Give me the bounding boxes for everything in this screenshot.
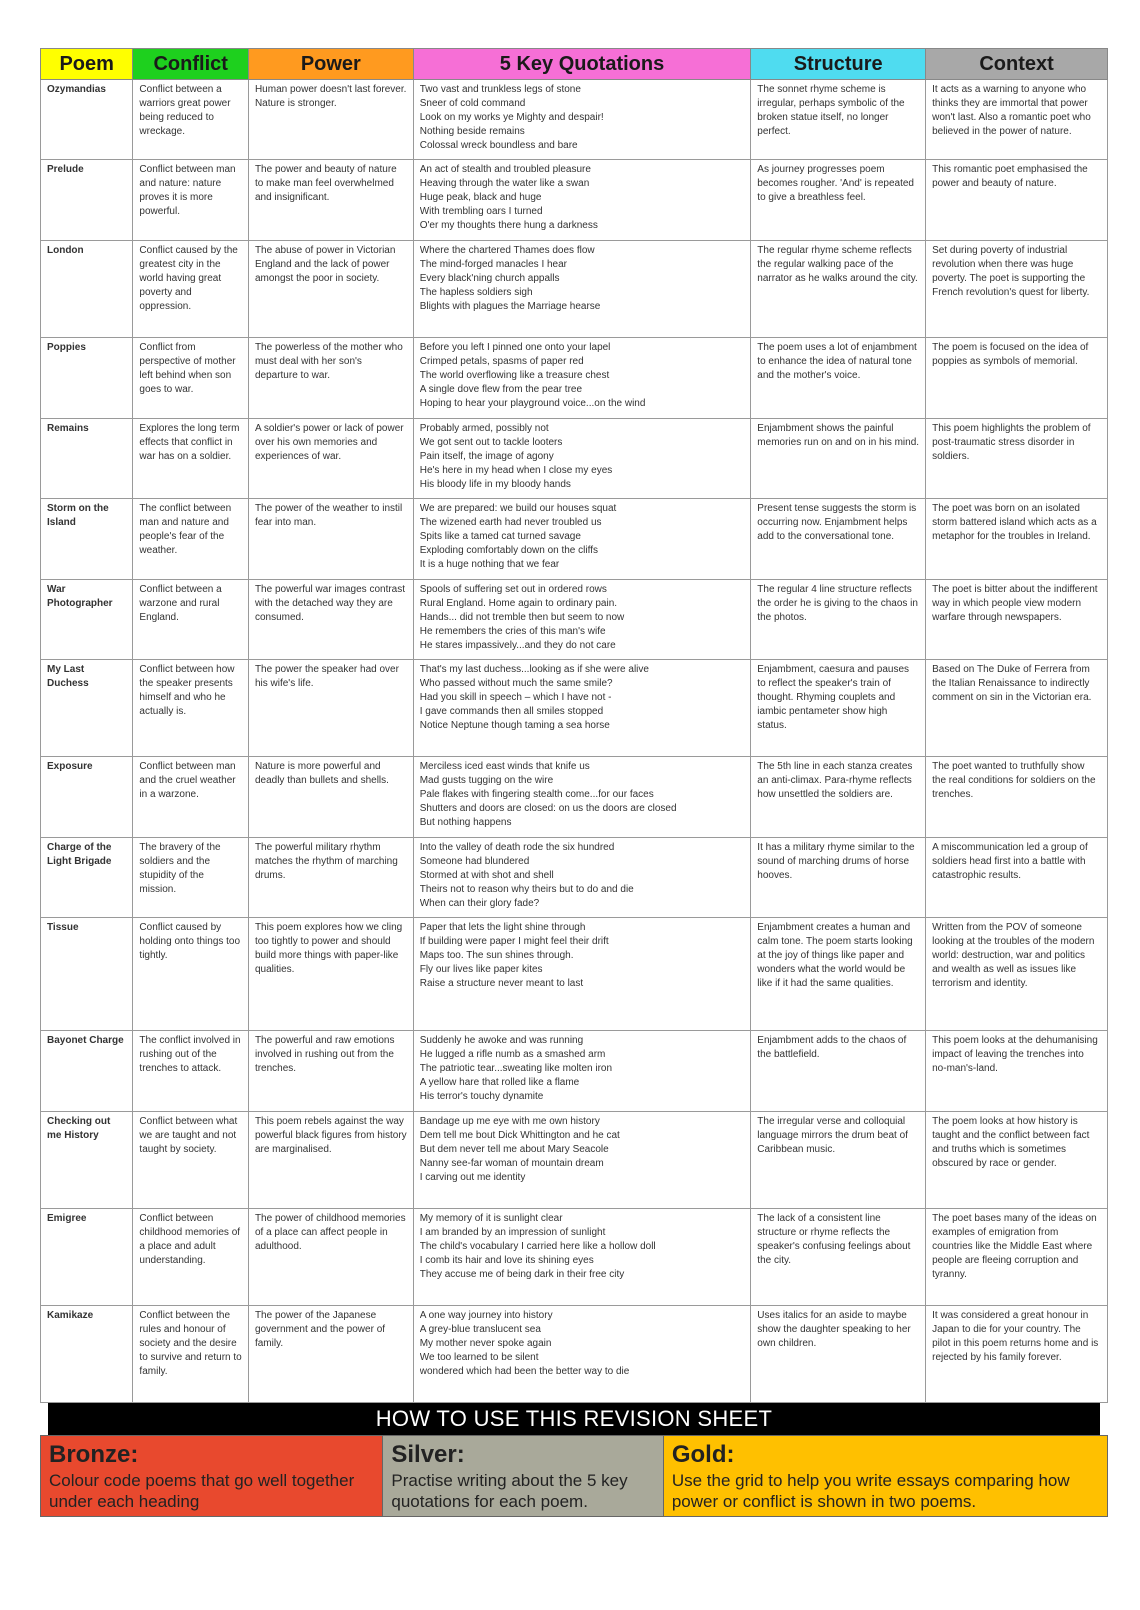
context-cell: The poet is bitter about the indifferent way in which people view modern warfare through newspapers.: [926, 580, 1108, 660]
levels-row: [40, 1435, 1108, 1517]
conflict-cell: Conflict between a warzone and rural England.: [133, 580, 249, 660]
power-cell: The powerful war images contrast with the detached way they are consumed.: [248, 580, 413, 660]
table-row: [41, 1112, 1108, 1209]
context-cell: This poem highlights the problem of post-traumatic stress disorder in soldiers.: [926, 419, 1108, 499]
power-cell: The powerful and raw emotions involved in rushing out from the trenches.: [248, 1031, 413, 1112]
context-cell: The poet bases many of the ideas on examples of emigration from countries like the Middle East where people are fleeing corruption and tyranny.: [926, 1209, 1108, 1306]
conflict-cell: Conflict between childhood memories of a place and adult understanding.: [133, 1209, 249, 1306]
conflict-cell: Conflict from perspective of mother left behind when son goes to war.: [133, 338, 249, 419]
quotation: It is a huge nothing that we fear: [419, 559, 560, 570]
poem-cell: Emigree: [41, 1209, 133, 1306]
conflict-cell: The bravery of the soldiers and the stupidity of the mission.: [133, 838, 249, 918]
quotation: Look on my works ye Mighty and despair!: [419, 112, 604, 123]
context-cell: A miscommunication led a group of soldiers head first into a battle with catastrophic results.: [926, 838, 1108, 918]
conflict-cell: The conflict between man and nature and people's fear of the weather.: [133, 499, 249, 580]
quotation: But dem never tell me about Mary Seacole: [419, 1144, 609, 1155]
power-cell: A soldier's power or lack of power over his own memories and experiences of war.: [248, 419, 413, 499]
table-row: [41, 241, 1108, 338]
quotation: Dem tell me bout Dick Whittington and he cat: [419, 1130, 620, 1141]
quotations-cell: [413, 660, 751, 757]
quotation: Crimped petals, spasms of paper red: [419, 356, 584, 367]
quotation: His terror's touchy dynamite: [419, 1091, 544, 1102]
header-context: Context: [926, 49, 1108, 80]
how-to-use-section: [40, 1403, 1108, 1517]
conflict-cell: Conflict caused by holding onto things too tightly.: [133, 918, 249, 1031]
poem-cell: Checking out me History: [41, 1112, 133, 1209]
conflict-cell: Conflict between man and nature: nature proves it is more powerful.: [133, 160, 249, 241]
quotation: Bandage up me eye with me own history: [419, 1116, 600, 1127]
quotation: O'er my thoughts there hung a darkness: [419, 220, 598, 231]
quotation: We too learned to be silent: [419, 1352, 539, 1363]
quotation: That's my last duchess...looking as if she were alive: [419, 664, 649, 675]
power-cell: The powerless of the mother who must deal with her son's departure to war.: [248, 338, 413, 419]
header-poem: Poem: [41, 49, 133, 80]
structure-cell: Enjambment creates a human and calm tone. The poem starts looking at the joy of things like paper and wonders what the world would be like if it had the same qualities.: [751, 918, 926, 1031]
power-cell: Human power doesn't last forever. Nature is stronger.: [248, 80, 413, 160]
quotation: A one way journey into history: [419, 1310, 553, 1321]
quotation: Spits like a tamed cat turned savage: [419, 531, 581, 542]
poem-cell: Exposure: [41, 757, 133, 838]
quotations-cell: [413, 160, 751, 241]
quotation: I am branded by an impression of sunlight: [419, 1227, 606, 1238]
conflict-cell: Conflict caused by the greatest city in the world having great poverty and oppression.: [133, 241, 249, 338]
table-row: [41, 660, 1108, 757]
structure-cell: The irregular verse and colloquial language mirrors the drum beat of Caribbean music.: [751, 1112, 926, 1209]
quotation: Exploding comfortably down on the cliffs: [419, 545, 598, 556]
structure-cell: The regular 4 line structure reflects the order he is giving to the chaos in the photos.: [751, 580, 926, 660]
poem-cell: Tissue: [41, 918, 133, 1031]
table-row: [41, 580, 1108, 660]
level-gold: [664, 1436, 1107, 1516]
header-row: [41, 49, 1108, 80]
structure-cell: The lack of a consistent line structure or rhyme reflects the speaker's confusing feelings about the city.: [751, 1209, 926, 1306]
poem-cell: Prelude: [41, 160, 133, 241]
quotation: Spools of suffering set out in ordered rows: [419, 584, 607, 595]
poem-cell: War Photographer: [41, 580, 133, 660]
structure-cell: Uses italics for an aside to maybe show the daughter speaking to her own children.: [751, 1306, 926, 1403]
context-cell: The poet was born on an isolated storm battered island which acts as a metaphor for the troubles in Ireland.: [926, 499, 1108, 580]
structure-cell: The poem uses a lot of enjambment to enhance the idea of natural tone and the mother's voice.: [751, 338, 926, 419]
how-to-use-title: HOW TO USE THIS REVISION SHEET: [48, 1403, 1100, 1435]
quotation: We got sent out to tackle looters: [419, 437, 563, 448]
context-cell: It acts as a warning to anyone who thinks they are immortal that power won't last. Also a romantic poet who believed in the power of nature.: [926, 80, 1108, 160]
quotations-cell: [413, 838, 751, 918]
quotation: Raise a structure never meant to last: [419, 978, 584, 989]
structure-cell: Enjambment, caesura and pauses to reflect the speaker's train of thought. Rhyming couplets and iambic pentameter show high status.: [751, 660, 926, 757]
structure-cell: As journey progresses poem becomes rougher. 'And' is repeated to give a breathless feel.: [751, 160, 926, 241]
quotation: Stormed at with shot and shell: [419, 870, 554, 881]
quotation: Someone had blundered: [419, 856, 530, 867]
quotation: Nanny see-far woman of mountain dream: [419, 1158, 604, 1169]
table-row: [41, 1306, 1108, 1403]
power-cell: The power of the Japanese government and the power of family.: [248, 1306, 413, 1403]
conflict-cell: Conflict between man and the cruel weather in a warzone.: [133, 757, 249, 838]
poem-cell: Bayonet Charge: [41, 1031, 133, 1112]
power-cell: The abuse of power in Victorian England and the lack of power amongst the poor in society.: [248, 241, 413, 338]
quotation: Who passed without much the same smile?: [419, 678, 613, 689]
quotation: The mind-forged manacles I hear: [419, 259, 568, 270]
table-row: [41, 1031, 1108, 1112]
header-structure: Structure: [751, 49, 926, 80]
quotations-cell: [413, 1112, 751, 1209]
quotation: Fly our lives like paper kites: [419, 964, 543, 975]
quotation: With trembling oars I turned: [419, 206, 543, 217]
context-cell: The poem is focused on the idea of poppies as symbols of memorial.: [926, 338, 1108, 419]
quotation: Pain itself, the image of agony: [419, 451, 554, 462]
quotation: His bloody life in my bloody hands: [419, 479, 571, 490]
context-cell: The poet wanted to truthfully show the real conditions for soldiers on the trenches.: [926, 757, 1108, 838]
quotation: Suddenly he awoke and was running: [419, 1035, 584, 1046]
quotation: When can their glory fade?: [419, 898, 540, 909]
quotation: A grey-blue translucent sea: [419, 1324, 541, 1335]
poem-cell: London: [41, 241, 133, 338]
quotation: He stares impassively...and they do not care: [419, 640, 616, 651]
context-cell: This romantic poet emphasised the power and beauty of nature.: [926, 160, 1108, 241]
quotation: Colossal wreck boundless and bare: [419, 140, 578, 151]
quotations-cell: [413, 338, 751, 419]
power-cell: This poem explores how we cling too tightly to power and should build more things with paper-like qualities.: [248, 918, 413, 1031]
header-conflict: Conflict: [133, 49, 249, 80]
structure-cell: It has a military rhyme similar to the sound of marching drums of horse hooves.: [751, 838, 926, 918]
power-cell: The power of the weather to instil fear into man.: [248, 499, 413, 580]
table-row: [41, 1209, 1108, 1306]
poem-cell: My Last Duchess: [41, 660, 133, 757]
table-row: [41, 918, 1108, 1031]
table-row: [41, 757, 1108, 838]
table-row: [41, 160, 1108, 241]
quotation: Before you left I pinned one onto your lapel: [419, 342, 611, 353]
structure-cell: Present tense suggests the storm is occurring now. Enjambment helps add to the conversational tone.: [751, 499, 926, 580]
quotation: Pale flakes with fingering stealth come...for our faces: [419, 789, 654, 800]
quotation: Probably armed, possibly not: [419, 423, 549, 434]
quotation: The wizened earth had never troubled us: [419, 517, 602, 528]
quotations-cell: [413, 1306, 751, 1403]
quotation: Paper that lets the light shine through: [419, 922, 586, 933]
quotation: Every black'ning church appalls: [419, 273, 560, 284]
quotation: I carving out me identity: [419, 1172, 526, 1183]
quotation: Into the valley of death rode the six hundred: [419, 842, 615, 853]
context-cell: The poem looks at how history is taught and the conflict between fact and truths which is sometimes obscured by race or gender.: [926, 1112, 1108, 1209]
quotation: The patriotic tear...sweating like molten iron: [419, 1063, 613, 1074]
power-cell: This poem rebels against the way powerful black figures from history are marginalised.: [248, 1112, 413, 1209]
quotation: An act of stealth and troubled pleasure: [419, 164, 591, 175]
power-cell: The power and beauty of nature to make man feel overwhelmed and insignificant.: [248, 160, 413, 241]
quotation: If building were paper I might feel their drift: [419, 936, 609, 947]
conflict-cell: Explores the long term effects that conflict in war has on a soldier.: [133, 419, 249, 499]
poem-cell: Ozymandias: [41, 80, 133, 160]
quotation: I comb its hair and love its shining eyes: [419, 1255, 594, 1266]
conflict-cell: Conflict between a warriors great power being reduced to wreckage.: [133, 80, 249, 160]
conflict-cell: Conflict between how the speaker presents himself and who he actually is.: [133, 660, 249, 757]
quotation: Rural England. Home again to ordinary pain.: [419, 598, 618, 609]
quotation: He remembers the cries of this man's wife: [419, 626, 606, 637]
context-cell: Written from the POV of someone looking at the troubles of the modern world: destruction, war and politics and wealth as well as issues like terrorism and identity.: [926, 918, 1108, 1031]
quotation: Hoping to hear your playground voice...on the wind: [419, 398, 646, 409]
poem-cell: Storm on the Island: [41, 499, 133, 580]
quotations-cell: [413, 499, 751, 580]
quotation: The child's vocabulary I carried here like a hollow doll: [419, 1241, 656, 1252]
quotations-cell: [413, 580, 751, 660]
quotation: A single dove flew from the pear tree: [419, 384, 583, 395]
quotations-cell: [413, 419, 751, 499]
quotation: Where the chartered Thames does flow: [419, 245, 595, 256]
quotations-cell: [413, 757, 751, 838]
level-bronze: [41, 1436, 383, 1516]
structure-cell: Enjambment adds to the chaos of the battlefield.: [751, 1031, 926, 1112]
quotation: The world overflowing like a treasure chest: [419, 370, 610, 381]
quotation: He lugged a rifle numb as a smashed arm: [419, 1049, 606, 1060]
context-cell: Set during poverty of industrial revolution when there was huge poverty. The poet is supporting the French revolution's quest for liberty.: [926, 241, 1108, 338]
level-name: Bronze:: [49, 1441, 139, 1468]
level-text: Use the grid to help you write essays comparing how power or conflict is shown in two poems.: [671, 1471, 1070, 1511]
quotation: Blights with plagues the Marriage hearse: [419, 301, 601, 312]
level-name: Gold:: [671, 1441, 735, 1468]
power-cell: The power of childhood memories of a place can affect people in adulthood.: [248, 1209, 413, 1306]
quotations-cell: [413, 918, 751, 1031]
quotations-cell: [413, 1209, 751, 1306]
poem-cell: Remains: [41, 419, 133, 499]
power-cell: The powerful military rhythm matches the rhythm of marching drums.: [248, 838, 413, 918]
quotation: Theirs not to reason why theirs but to do and die: [419, 884, 634, 895]
conflict-cell: The conflict involved in rushing out of the trenches to attack.: [133, 1031, 249, 1112]
quotation: Merciless iced east winds that knife us: [419, 761, 590, 772]
level-silver: [383, 1436, 663, 1516]
quotation: Heaving through the water like a swan: [419, 178, 590, 189]
quotation: My mother never spoke again: [419, 1338, 552, 1349]
quotation: A yellow hare that rolled like a flame: [419, 1077, 580, 1088]
quotation: Sneer of cold command: [419, 98, 526, 109]
context-cell: Based on The Duke of Ferrera from the Italian Renaissance to indirectly comment on sin in the Victorian era.: [926, 660, 1108, 757]
quotation: He's here in my head when I close my eyes: [419, 465, 613, 476]
quotation: I gave commands then all smiles stopped: [419, 706, 604, 717]
quotation: Shutters and doors are closed: on us the doors are closed: [419, 803, 677, 814]
structure-cell: The 5th line in each stanza creates an anti-climax. Para-rhyme reflects how unsettled the soldiers are.: [751, 757, 926, 838]
context-cell: This poem looks at the dehumanising impact of leaving the trenches into no-man's-land.: [926, 1031, 1108, 1112]
header-power: Power: [248, 49, 413, 80]
quotation: They accuse me of being dark in their free city: [419, 1269, 625, 1280]
quotation: Hands... did not tremble then but seem to now: [419, 612, 625, 623]
quotation: My memory of it is sunlight clear: [419, 1213, 563, 1224]
quotation: Two vast and trunkless legs of stone: [419, 84, 581, 95]
power-cell: The power the speaker had over his wife's life.: [248, 660, 413, 757]
conflict-cell: Conflict between the rules and honour of society and the desire to survive and return to family.: [133, 1306, 249, 1403]
quotations-cell: [413, 241, 751, 338]
quotations-cell: [413, 80, 751, 160]
quotation: But nothing happens: [419, 817, 512, 828]
level-name: Silver:: [391, 1441, 465, 1468]
poetry-grid: [40, 48, 1108, 1403]
quotation: Maps too. The sun shines through.: [419, 950, 574, 961]
header-key-quotations: 5 Key Quotations: [413, 49, 751, 80]
structure-cell: Enjambment shows the painful memories run on and on in his mind.: [751, 419, 926, 499]
poem-cell: Kamikaze: [41, 1306, 133, 1403]
grid-body: [41, 80, 1108, 1403]
revision-sheet: [40, 48, 1108, 1517]
quotation: Nothing beside remains: [419, 126, 525, 137]
poem-cell: Charge of the Light Brigade: [41, 838, 133, 918]
quotations-cell: [413, 1031, 751, 1112]
quotation: Huge peak, black and huge: [419, 192, 542, 203]
quotation: wondered which had been the better way to die: [419, 1366, 630, 1377]
context-cell: It was considered a great honour in Japan to die for your country. The pilot in this poem returns home and is rejected by his family forever.: [926, 1306, 1108, 1403]
table-row: [41, 499, 1108, 580]
structure-cell: The sonnet rhyme scheme is irregular, perhaps symbolic of the broken statue itself, no longer perfect.: [751, 80, 926, 160]
table-row: [41, 80, 1108, 160]
quotation: Mad gusts tugging on the wire: [419, 775, 554, 786]
power-cell: Nature is more powerful and deadly than bullets and shells.: [248, 757, 413, 838]
table-row: [41, 338, 1108, 419]
quotation: Had you skill in speech – which I have not -: [419, 692, 612, 703]
level-text: Practise writing about the 5 key quotations for each poem.: [391, 1471, 628, 1511]
table-row: [41, 838, 1108, 918]
conflict-cell: Conflict between what we are taught and not taught by society.: [133, 1112, 249, 1209]
poem-cell: Poppies: [41, 338, 133, 419]
table-row: [41, 419, 1108, 499]
quotation: The hapless soldiers sigh: [419, 287, 533, 298]
structure-cell: The regular rhyme scheme reflects the regular walking pace of the narrator as he walks around the city.: [751, 241, 926, 338]
quotation: We are prepared: we build our houses squat: [419, 503, 617, 514]
quotation: Notice Neptune though taming a sea horse: [419, 720, 610, 731]
level-text: Colour code poems that go well together under each heading: [49, 1471, 355, 1511]
